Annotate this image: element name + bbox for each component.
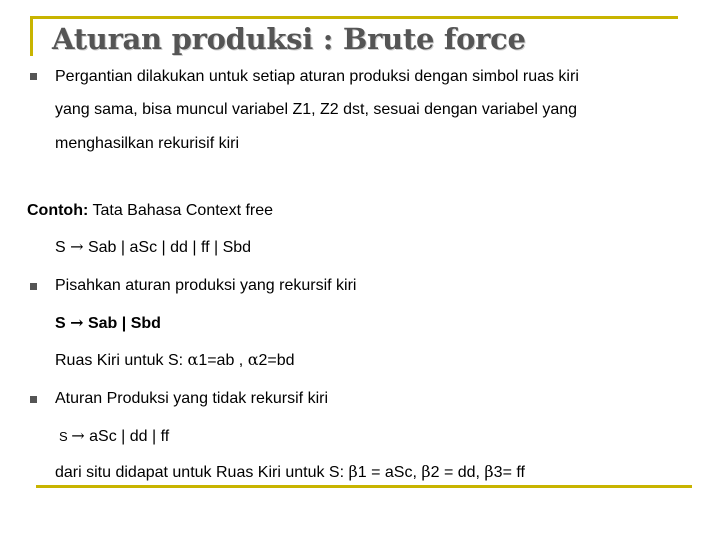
alpha-line bbox=[55, 350, 295, 371]
beta1-text: 1 = aSc, bbox=[357, 464, 422, 481]
alpha-symbol: α bbox=[247, 350, 259, 369]
bullet1-line1: Pergantian dilakukan untuk setiap aturan produksi dengan simbol ruas kiri bbox=[55, 68, 579, 85]
beta-symbol: β bbox=[421, 462, 431, 481]
nonrec-rhs: aSc | dd | ff bbox=[84, 428, 170, 445]
grammar-line bbox=[55, 237, 251, 258]
beta2-text: 2 = dd, bbox=[430, 464, 485, 481]
frame-bottom-line bbox=[36, 485, 692, 488]
arrow-icon: → bbox=[70, 237, 84, 256]
alpha2-text: 2=bd bbox=[258, 352, 295, 369]
recursive-rule-line bbox=[55, 313, 161, 334]
bullet-square-icon bbox=[30, 283, 37, 290]
arrow-icon: → bbox=[71, 426, 85, 445]
example-text: Tata Bahasa Context free bbox=[88, 202, 274, 219]
bullet2-text: Pisahkan aturan produksi yang rekursif kiri bbox=[55, 277, 357, 294]
alpha-prefix: Ruas Kiri untuk S: bbox=[55, 352, 188, 369]
arrow-icon: → bbox=[70, 313, 84, 332]
beta-line bbox=[55, 462, 525, 483]
bullet1-line2: yang sama, bisa muncul variabel Z1, Z2 dst, sesuai dengan variabel yang bbox=[55, 101, 578, 118]
alpha-symbol: α bbox=[187, 350, 199, 369]
beta-symbol: β bbox=[484, 462, 494, 481]
beta3-text: 3= ff bbox=[493, 464, 525, 481]
frame-left-line bbox=[30, 16, 33, 56]
bullet1-line3: menghasilkan rekurisif kiri bbox=[55, 135, 240, 152]
recursive-lhs: S bbox=[55, 315, 71, 332]
nonrecursive-rule-line bbox=[59, 426, 169, 447]
recursive-rhs: Sab | Sbd bbox=[83, 315, 161, 332]
alpha1-text: 1=ab , bbox=[198, 352, 248, 369]
bullet3-text: Aturan Produksi yang tidak rekursif kiri bbox=[55, 390, 328, 407]
beta-symbol: β bbox=[348, 462, 358, 481]
grammar-lhs: S bbox=[55, 239, 71, 256]
beta-prefix: dari situ didapat untuk Ruas Kiri untuk S: bbox=[55, 464, 349, 481]
bullet-square-icon bbox=[30, 73, 37, 80]
example-line bbox=[27, 201, 273, 221]
frame-top-line bbox=[30, 16, 678, 19]
bullet-square-icon bbox=[30, 396, 37, 403]
slide-title: Aturan produksi : Brute force bbox=[52, 22, 526, 56]
example-label: Contoh: bbox=[27, 202, 89, 219]
grammar-rhs: Sab | aSc | dd | ff | Sbd bbox=[83, 239, 252, 256]
nonrec-lhs: S bbox=[59, 429, 72, 444]
